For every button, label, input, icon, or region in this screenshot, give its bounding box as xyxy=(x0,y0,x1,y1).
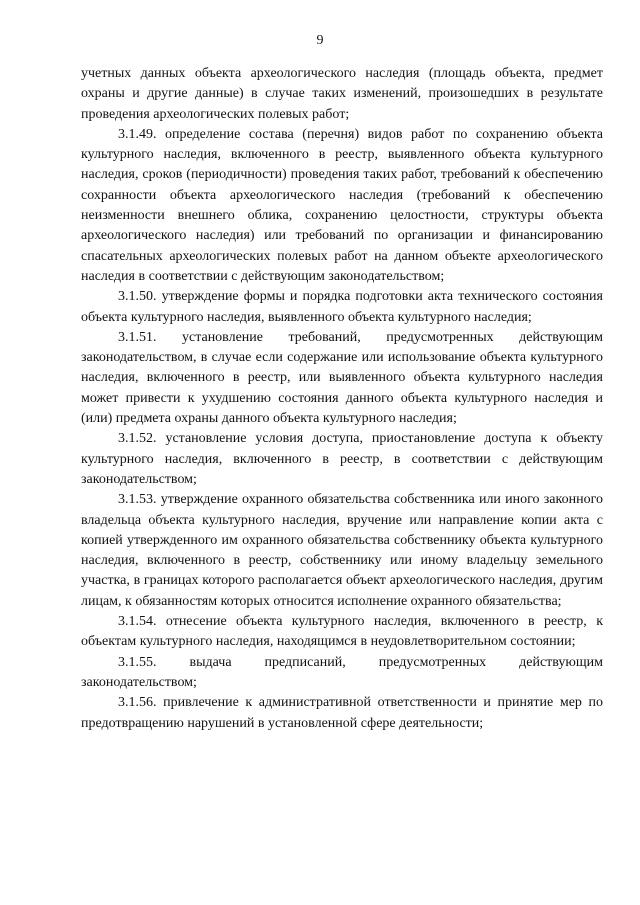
page-number: 9 xyxy=(316,33,324,48)
paragraph-3-1-52: 3.1.52. установление условия доступа, приостановление доступа к объекту культурного наследия, включенного в реестр, в соответствии с действующим законодательством; xyxy=(81,431,603,487)
paragraph-3-1-56: 3.1.56. привлечение к административной ответственности и принятие мер по предотвращению нарушений в установленной сфере деятельности; xyxy=(81,695,603,731)
paragraph-3-1-54: 3.1.54. отнесение объекта культурного наследия, включенного в реестр, к объектам культурного наследия, находящимся в неудовлетворительном состоянии; xyxy=(81,614,603,650)
paragraph-3-1-51: 3.1.51. установление требований, предусмотренных действующим законодательством, в случае если содержание или использование объекта культурного наследия, включенного в реестр, или выявленного объекта культурного наследия может привести к ухудшению состояния данного объекта культурного наследия и (или) предмета охраны данного объекта культурного наследия; xyxy=(81,329,603,427)
paragraph-3-1-55: 3.1.55. выдача предписаний, предусмотренных действующим законодательством; xyxy=(81,654,603,690)
paragraph-3-1-50: 3.1.50. утверждение формы и порядка подготовки акта технического состояния объекта культурного наследия, выявленного объекта культурного наследия; xyxy=(81,289,603,325)
paragraph-continuation: учетных данных объекта археологического наследия (площадь объекта, предмет охраны и другие данные) в случае таких изменений, произошедших в результате проведения археологических полевых работ; xyxy=(81,66,603,122)
paragraph-3-1-53: 3.1.53. утверждение охранного обязательства собственника или иного законного владельца объекта культурного наследия, вручение или направление копии акта с копией утвержденного им охранного обязательства собственнику объекта культурного наследия, включенного в реестр, собственнику или иному владельцу земельного участка, в границах которого располагается объект археологического наследия, другим лицам, к обязанностям которых относится исполнение охранного обязательства; xyxy=(81,492,603,609)
document-body xyxy=(81,64,603,734)
paragraph-3-1-49: 3.1.49. определение состава (перечня) видов работ по сохранению объекта культурного наследия, включенного в реестр, выявленного объекта культурного наследия, сроков (периодичности) проведения таких работ, требований к обеспечению сохранности объекта археологического наследия (требований к обеспечению неизменности внешнего облика, сохранению целостности, структуры объекта археологического наследия) или требований по организации и финансированию спасательных археологических полевых работ на данном объекте археологического наследия в соответствии с действующим законодательством; xyxy=(81,126,603,284)
